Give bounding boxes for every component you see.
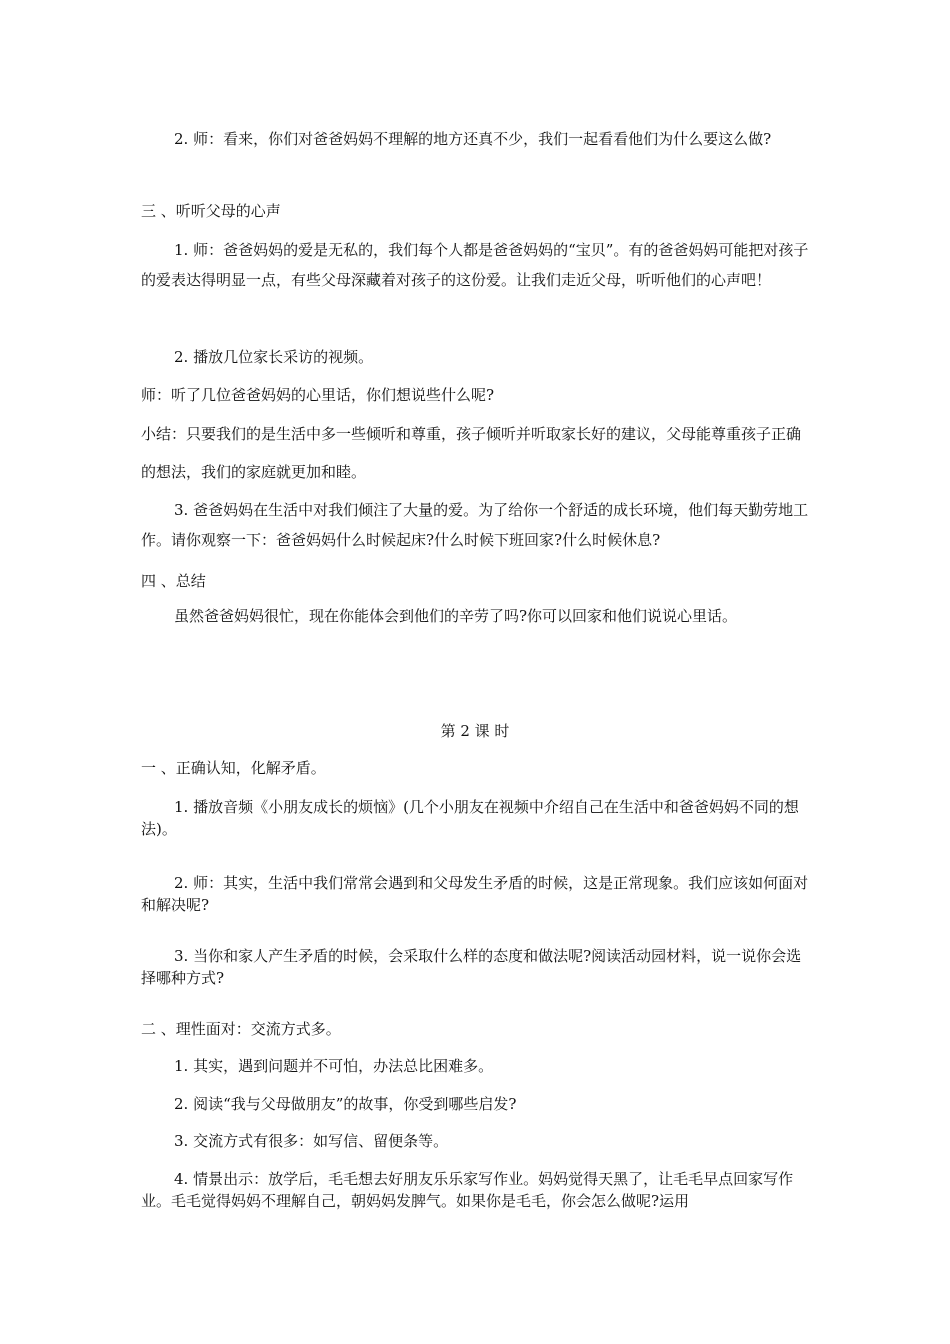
lesson2-section2-heading: 二 、理性面对：交流方式多。 [141,1020,341,1038]
lesson2-section2-item4: 4. 情景出示：放学后，毛毛想去好朋友乐乐家写作业。妈妈觉得天黑了，让毛毛早点回家写作业。毛毛觉得妈妈不理解自己，朝妈妈发脾气。如果你是毛毛，你会怎么做呢?运用 [141,1170,794,1210]
conclusion: 虽然爸爸妈妈很忙，现在你能体会到他们的辛劳了吗?你可以回家和他们说说心里话。 [174,607,738,625]
lesson2-section2-item1: 1. 其实，遇到问题并不可怕，办法总比困难多。 [174,1057,494,1075]
lesson2-section1-item2: 2. 师：其实，生活中我们常常会遇到和父母发生矛盾的时候，这是正常现象。我们应该如何面对和解决呢? [141,874,809,914]
lesson2-section2-item3: 3. 交流方式有很多：如写信、留便条等。 [174,1132,449,1150]
section3-item1: 1. 师：爸爸妈妈的爱是无私的，我们每个人都是爸爸妈妈的“宝贝”。有的爸爸妈妈可能把对孩子的爱表达得明显一点，有些父母深藏着对孩子的这份爱。让我们走近父母，听听他们的心声吧！ [141,241,809,289]
lesson2-section2-item2: 2. 阅读“我与父母做朋友”的故事，你受到哪些启发? [174,1095,517,1113]
lesson1-item2: 2. 师：看来，你们对爸爸妈妈不理解的地方还真不少，我们一起看看他们为什么要这么做? [174,130,772,148]
lesson2-title: 第 2 课 时 [440,722,510,740]
lesson2-section1-heading: 一 、正确认知，化解矛盾。 [141,759,326,777]
lesson2-section1-item1: 1. 播放音频《小朋友成长的烦恼》(几个小朋友在视频中介绍自己在生活中和爸爸妈妈不同的想法)。 [141,798,799,838]
section3-item2: 2. 播放几位家长采访的视频。 [174,348,374,366]
teacher-question: 师：听了几位爸爸妈妈的心里话，你们想说些什么呢? [141,386,495,404]
section4-heading: 四 、总结 [141,572,206,590]
summary: 小结：只要我们的是生活中多一些倾听和尊重，孩子倾听并听取家长好的建议，父母能尊重孩子正确的想法，我们的家庭就更加和睦。 [141,425,802,481]
section3-heading: 三 、听听父母的心声 [141,202,281,220]
section3-item3: 3. 爸爸妈妈在生活中对我们倾注了大量的爱。为了给你一个舒适的成长环境，他们每天勤劳地工作。请你观察一下：爸爸妈妈什么时候起床?什么时候下班回家?什么时候休息? [141,501,809,549]
lesson2-section1-item3: 3. 当你和家人产生矛盾的时候，会采取什么样的态度和做法呢?阅读活动园材料，说一说你会选择哪种方式? [141,947,802,987]
